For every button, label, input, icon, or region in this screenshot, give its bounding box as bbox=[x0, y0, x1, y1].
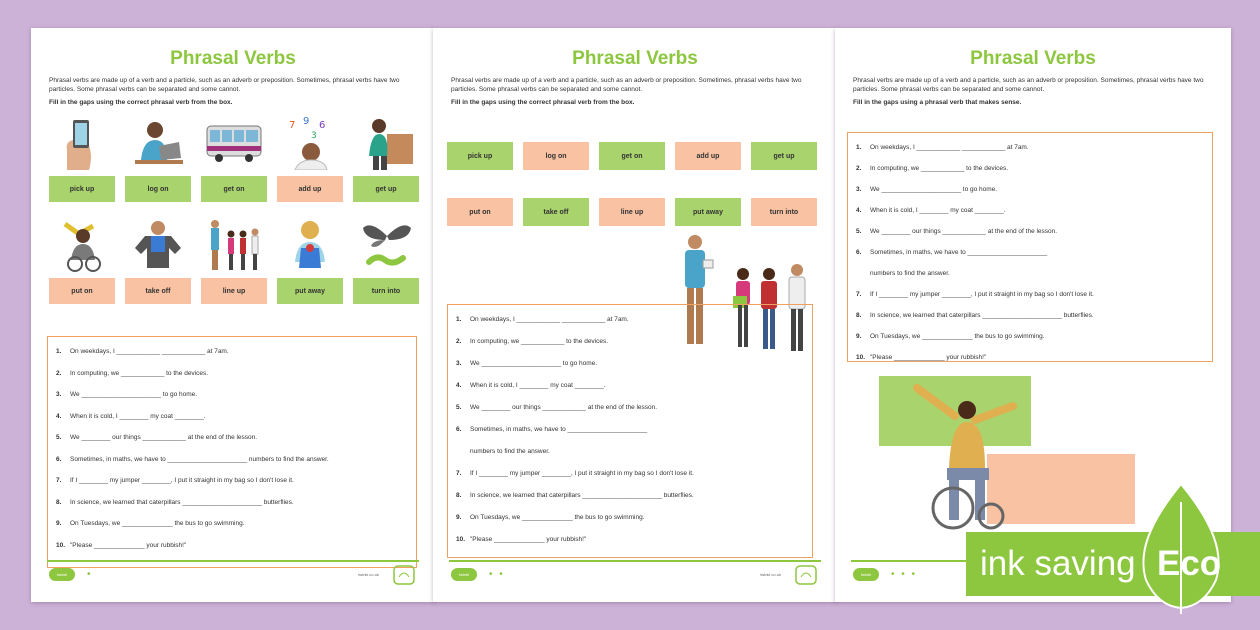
question-item: 6. Sometimes, in maths, we have to ______________________ bbox=[456, 426, 648, 433]
question-item: 9. On Tuesdays, we ______________ the bus to go swimming. bbox=[56, 520, 245, 527]
picture-card bbox=[125, 114, 191, 216]
question-item: 10. "Please ______________ your rubbish!" bbox=[456, 536, 587, 543]
worksheet-title: Phrasal Verbs bbox=[970, 48, 1096, 69]
word-tag: get on bbox=[201, 176, 267, 202]
question-item: 9. On Tuesdays, we ______________ the bus to go swimming. bbox=[856, 333, 1045, 340]
word-tag: get on bbox=[599, 142, 665, 170]
eco-label: Eco bbox=[1157, 544, 1222, 583]
question-item: 8. In science, we learned that caterpillars ______________________ butterflies. bbox=[456, 492, 694, 499]
waking-up-icon bbox=[357, 116, 415, 170]
word-tag: line up bbox=[201, 278, 267, 304]
word-tag: put away bbox=[675, 198, 741, 226]
worksheet-title: Phrasal Verbs bbox=[170, 48, 296, 69]
questions-box bbox=[847, 132, 1213, 362]
word-tag: pick up bbox=[49, 176, 115, 202]
question-item: 1. On weekdays, I ____________ ____________ at 7am. bbox=[56, 348, 229, 355]
question-item: 4. When it is cold, I ________ my coat ________. bbox=[56, 412, 206, 420]
question-item: 6. Sometimes, in maths, we have to ______________________ numbers to find the answer. bbox=[56, 455, 329, 463]
questions-box bbox=[447, 304, 813, 558]
word-tag: pick up bbox=[447, 142, 513, 170]
question-item: 1. On weekdays, I ____________ ____________ at 7am. bbox=[456, 316, 629, 323]
picture-card bbox=[201, 216, 267, 318]
picture-card bbox=[353, 114, 419, 216]
wheelchair-illustration bbox=[879, 376, 1135, 546]
page-dots: • • • bbox=[891, 569, 918, 580]
page-dots: • • bbox=[489, 569, 505, 580]
wheelchair-coat-icon bbox=[53, 218, 111, 272]
question-item: 2. In computing, we ____________ to the devices. bbox=[56, 369, 209, 377]
tidy-bag-icon bbox=[281, 218, 339, 272]
jumper-off-icon bbox=[129, 218, 187, 272]
twinkl-logo: twinkl bbox=[49, 568, 75, 581]
question-item: 1. On weekdays, I ____________ ____________ at 7am. bbox=[856, 144, 1029, 151]
question-item: 3. We ______________________ to go home. bbox=[456, 360, 598, 367]
svg-text:6: 6 bbox=[319, 120, 326, 131]
footer-url: twinkl.co.uk bbox=[760, 572, 781, 577]
question-item: 3. We ______________________ to go home. bbox=[56, 391, 198, 398]
worksheet-instruction: Fill in the gaps using the correct phrasal verb from the box. bbox=[451, 99, 635, 106]
word-tag: take off bbox=[125, 278, 191, 304]
picture-card bbox=[353, 216, 419, 318]
question-item-continued: numbers to find the answer. bbox=[870, 270, 950, 277]
word-tag-row-2 bbox=[447, 198, 817, 226]
footer-url: twinkl.co.uk bbox=[358, 572, 379, 577]
worksheet-1 bbox=[31, 28, 435, 602]
question-item-continued: numbers to find the answer. bbox=[470, 448, 550, 455]
bus-icon bbox=[205, 116, 263, 170]
twinkl-logo: twinkl bbox=[853, 568, 879, 581]
question-item: 6. Sometimes, in maths, we have to ______________________ bbox=[856, 249, 1048, 256]
picture-card bbox=[277, 114, 343, 216]
word-tag: log on bbox=[125, 176, 191, 202]
butterfly-caterpillar-icon bbox=[357, 218, 415, 272]
laptop-user-icon bbox=[129, 116, 187, 170]
page-footer bbox=[47, 560, 419, 588]
question-item: 7. If I ________ my jumper ________, I put it straight in my bag so I don't lose it. bbox=[856, 291, 1094, 298]
numbers-thinking-icon bbox=[281, 116, 339, 170]
picture-card bbox=[201, 114, 267, 216]
worksheet-intro: Phrasal verbs are made up of a verb and a particle, such as an adverb or preposition. Sometimes, phrasal verbs have two particles. Some phrasal verbs can be separated and some cannot. bbox=[853, 77, 1204, 93]
word-tag: take off bbox=[523, 198, 589, 226]
question-item: 4. When it is cold, I ________ my coat ________. bbox=[856, 207, 1006, 214]
question-item: 10. "Please ______________ your rubbish!" bbox=[856, 354, 987, 361]
worksheet-2 bbox=[433, 28, 837, 602]
svg-text:9: 9 bbox=[303, 116, 310, 127]
picture-card bbox=[49, 216, 115, 318]
badge-icon bbox=[393, 565, 415, 585]
word-tag-row-1 bbox=[447, 142, 817, 170]
question-item: 2. In computing, we ____________ to the devices. bbox=[456, 338, 609, 345]
page-footer bbox=[449, 560, 821, 588]
question-item: 8. In science, we learned that caterpillars ______________________ butterflies. bbox=[56, 498, 294, 506]
question-item: 10. "Please ______________ your rubbish!" bbox=[56, 541, 187, 549]
queue-icon bbox=[205, 218, 263, 272]
question-item: 2. In computing, we ____________ to the devices. bbox=[856, 165, 1009, 172]
worksheet-intro: Phrasal verbs are made up of a verb and a particle, such as an adverb or preposition. Sometimes, phrasal verbs have two particles. Some phrasal verbs can be separated and some cannot. bbox=[451, 77, 802, 93]
word-tag: get up bbox=[751, 142, 817, 170]
word-tag: put on bbox=[447, 198, 513, 226]
svg-text:7: 7 bbox=[289, 120, 296, 131]
picture-word-grid bbox=[49, 114, 417, 318]
question-item: 5. We ________ our things ____________ at the end of the lesson. bbox=[456, 404, 658, 411]
question-item: 7. If I ________ my jumper ________, I put it straight in my bag so I don't lose it. bbox=[56, 477, 294, 484]
word-tag: turn into bbox=[353, 278, 419, 304]
worksheet-instruction: Fill in the gaps using a phrasal verb that makes sense. bbox=[853, 99, 1022, 106]
word-tag: turn into bbox=[751, 198, 817, 226]
word-tag: line up bbox=[599, 198, 665, 226]
worksheet-title: Phrasal Verbs bbox=[572, 48, 698, 69]
question-item: 4. When it is cold, I ________ my coat ________. bbox=[456, 382, 606, 389]
word-tag: put on bbox=[49, 278, 115, 304]
question-item: 3. We ______________________ to go home. bbox=[856, 186, 998, 193]
question-item: 5. We ________ our things ____________ at the end of the lesson. bbox=[56, 434, 258, 441]
picture-card bbox=[49, 114, 115, 216]
worksheet-intro: Phrasal verbs are made up of a verb and a particle, such as an adverb or preposition. Sometimes, phrasal verbs have two particles. Some phrasal verbs can be separated and some cannot. bbox=[49, 77, 400, 93]
twinkl-logo: twinkl bbox=[451, 568, 477, 581]
word-tag: add up bbox=[675, 142, 741, 170]
question-item: 7. If I ________ my jumper ________, I put it straight in my bag so I don't lose it. bbox=[456, 470, 694, 477]
badge-icon bbox=[795, 565, 817, 585]
svg-text:3: 3 bbox=[311, 131, 317, 141]
worksheet-instruction: Fill in the gaps using the correct phrasal verb from the box. bbox=[49, 99, 233, 106]
picture-card bbox=[277, 216, 343, 318]
question-item: 9. On Tuesdays, we ______________ the bus to go swimming. bbox=[456, 514, 645, 521]
word-tag: log on bbox=[523, 142, 589, 170]
ink-saving-label: ink saving bbox=[980, 544, 1136, 583]
page-dots: • bbox=[87, 569, 93, 580]
phone-in-hand-icon bbox=[53, 116, 111, 170]
word-tag: put away bbox=[277, 278, 343, 304]
questions-box bbox=[47, 336, 417, 568]
word-tag: add up bbox=[277, 176, 343, 202]
eco-leaf-icon bbox=[1138, 484, 1224, 616]
picture-card bbox=[125, 216, 191, 318]
question-item: 8. In science, we learned that caterpillars ______________________ butterflies. bbox=[856, 312, 1094, 319]
question-item: 5. We ________ our things ____________ at the end of the lesson. bbox=[856, 228, 1058, 235]
word-tag: get up bbox=[353, 176, 419, 202]
